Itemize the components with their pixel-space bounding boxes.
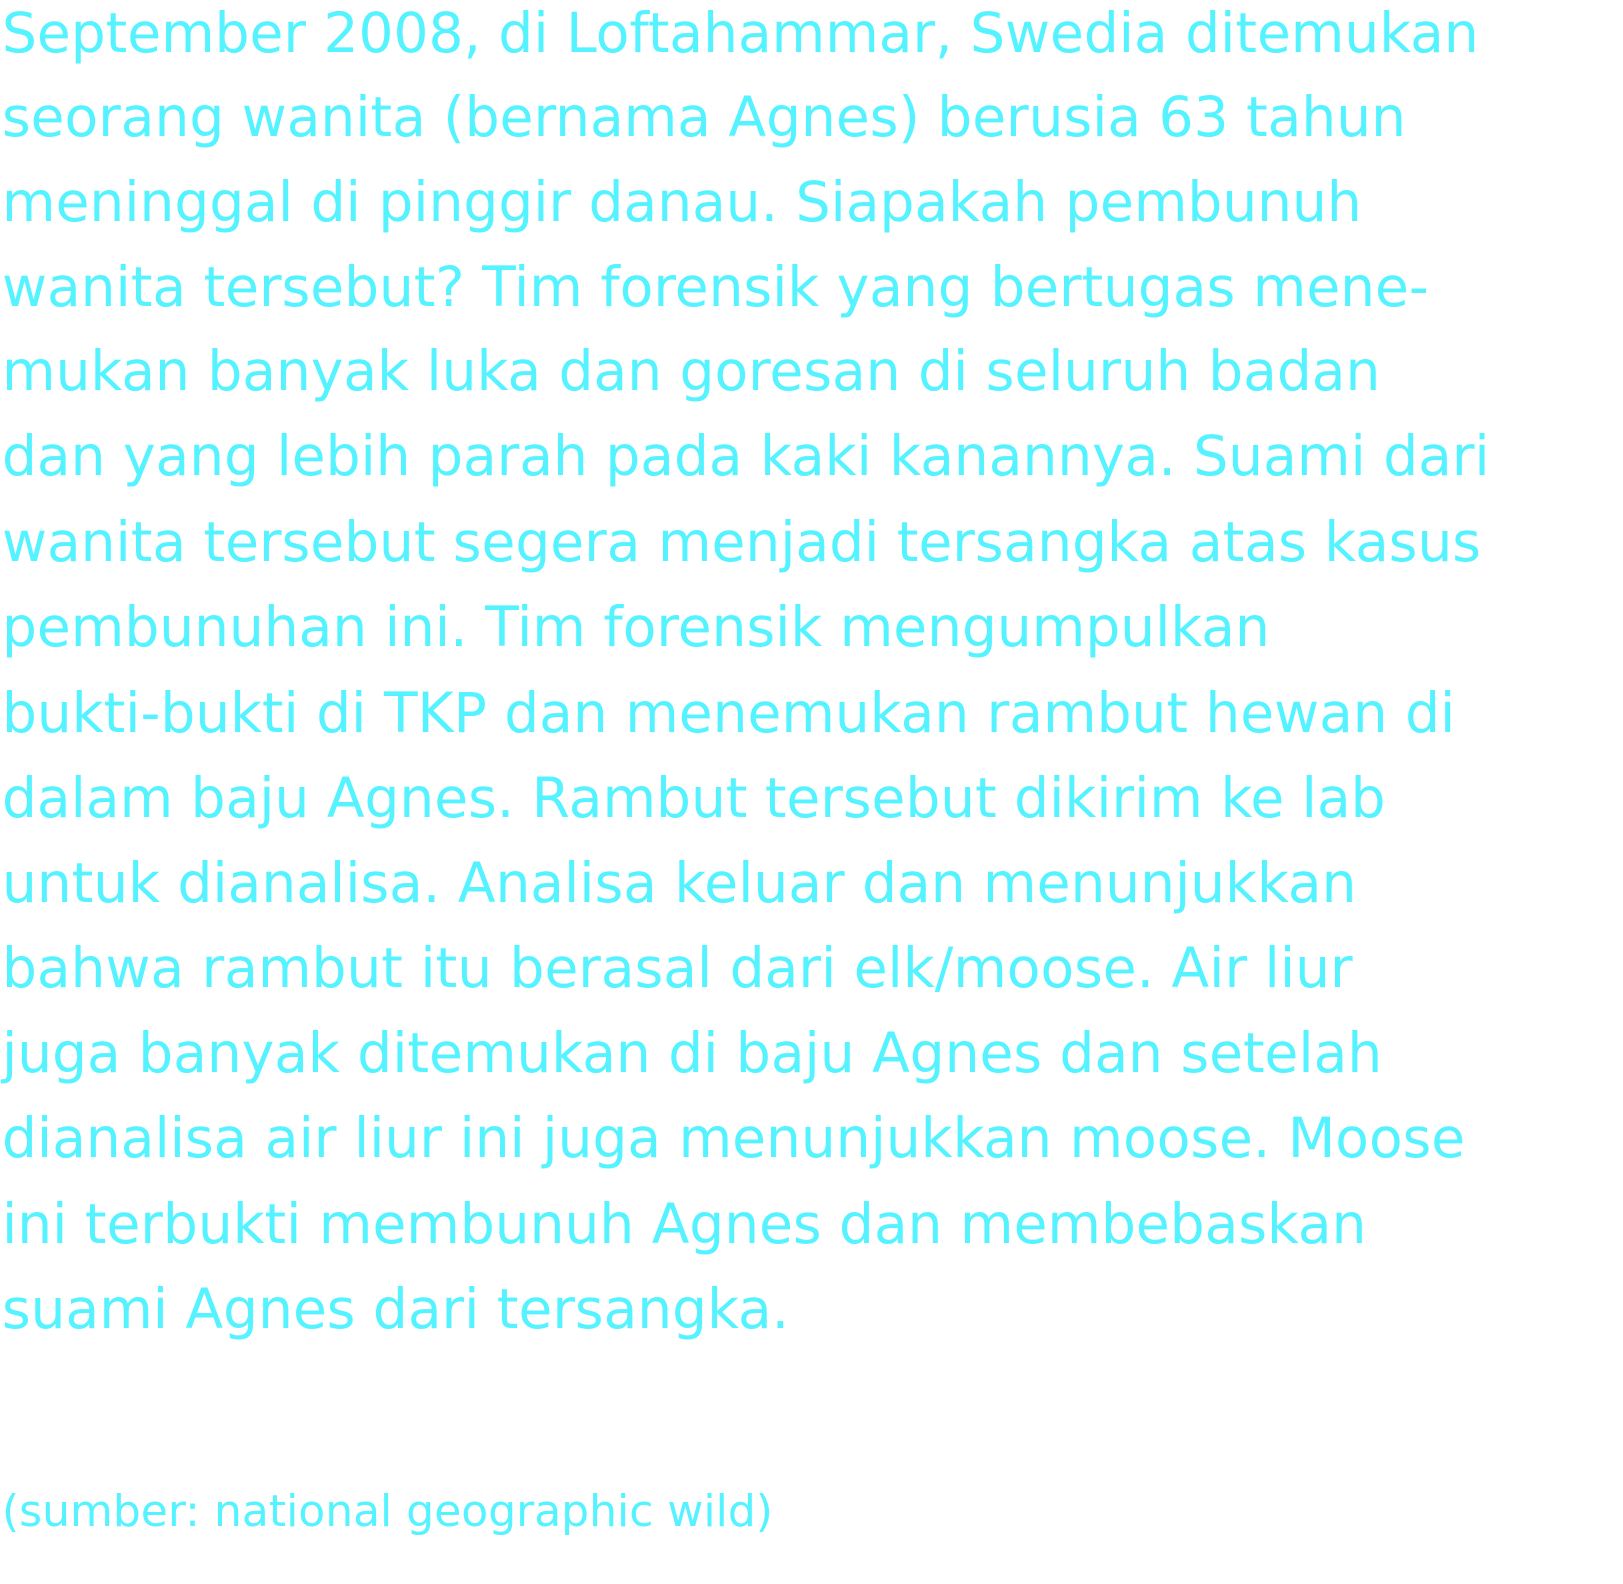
article-line-10: dalam baju Agnes. Rambut tersebut dikirim ke lab [2, 766, 1386, 830]
article-line-8: pembunuhan ini. Tim forensik mengumpulkan [2, 595, 1270, 659]
article-line-1: September 2008, di Loftahammar, Swedia ditemukan [2, 1, 1479, 65]
article-line-16: suami Agnes dari tersangka. [2, 1277, 790, 1341]
article-line-6: dan yang lebih parah pada kaki kanannya. Suami dari [2, 424, 1490, 488]
article-line-4: wanita tersebut? Tim forensik yang bertugas mene- [2, 255, 1429, 319]
article-line-11: untuk dianalisa. Analisa keluar dan menunjukkan [2, 851, 1357, 915]
article-line-14: dianalisa air liur ini juga menunjukkan moose. Moose [2, 1106, 1466, 1170]
article-line-12: bahwa rambut itu berasal dari elk/moose. Air liur [2, 936, 1353, 1000]
article-line-15: ini terbukti membunuh Agnes dan membebaskan [2, 1192, 1367, 1256]
article-line-7: wanita tersebut segera menjadi tersangka atas kasus [2, 510, 1481, 574]
article-line-13: juga banyak ditemukan di baju Agnes dan setelah [2, 1021, 1383, 1085]
article-line-5: mukan banyak luka dan goresan di seluruh badan [2, 339, 1381, 403]
article-line-3: meninggal di pinggir danau. Siapakah pembunuh [2, 170, 1362, 234]
article-line-9: bukti-bukti di TKP dan menemukan rambut hewan di [2, 681, 1456, 745]
article-line-2: seorang wanita (bernama Agnes) berusia 63 tahun [2, 85, 1406, 149]
source-credit: (sumber: national geographic wild) [2, 1486, 773, 1537]
